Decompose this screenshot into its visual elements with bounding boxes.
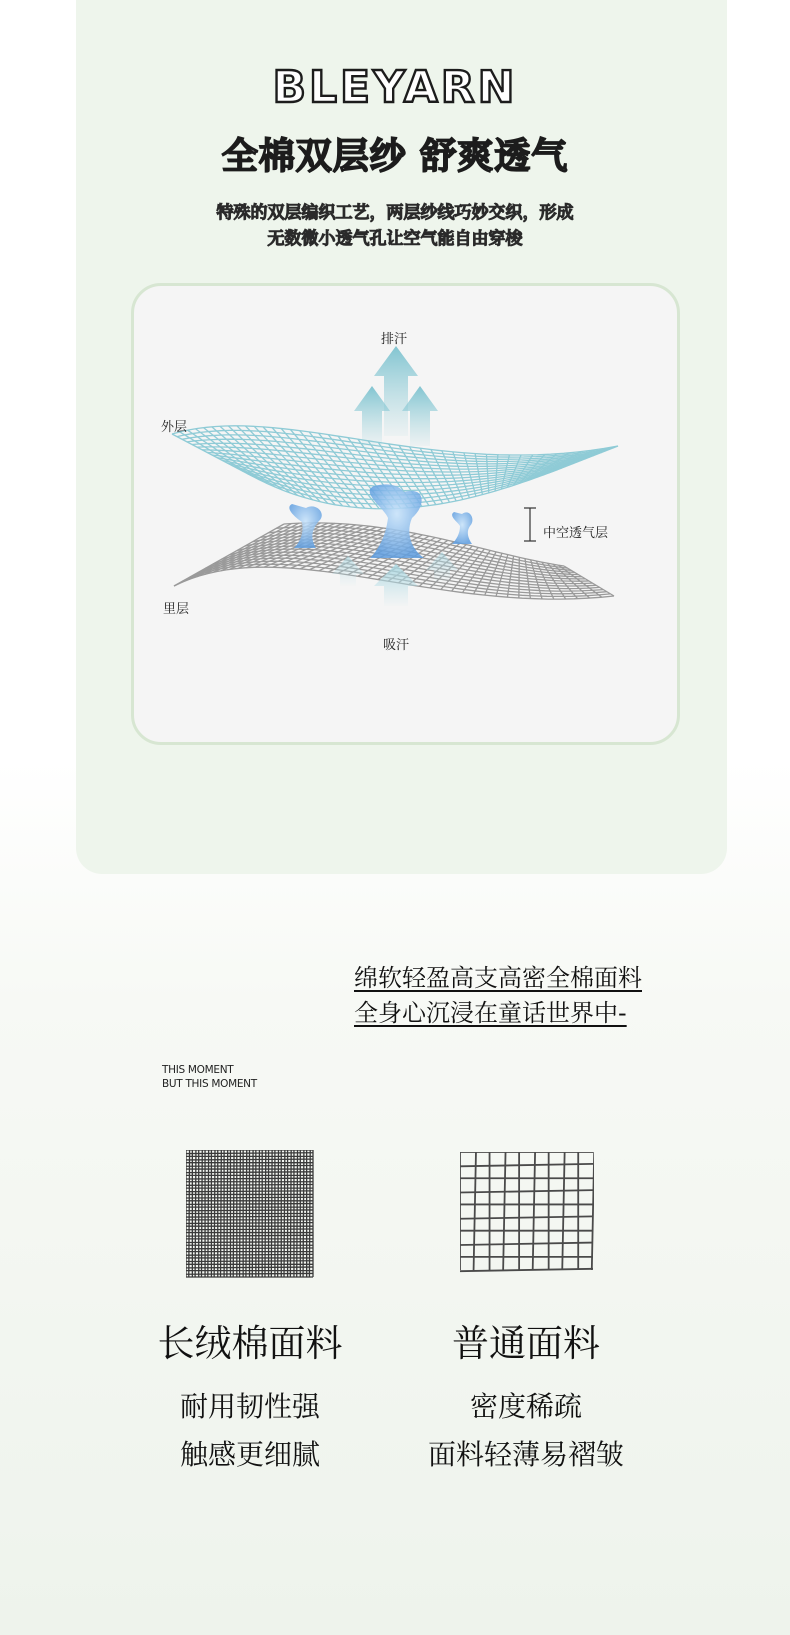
double-layer-diagram	[131, 283, 680, 745]
moment-caption-2: BUT THIS MOMENT	[162, 1078, 257, 1090]
description-line-1: 特殊的双层编织工艺，两层纱线巧妙交织，形成	[216, 203, 574, 223]
normal-fabric-feature-2: 面料轻薄易褶皱	[427, 1438, 624, 1471]
slogan-line-2: 全身心沉浸在童话世界中-	[354, 999, 627, 1027]
description-line-2: 无数微小透气孔让空气能自由穿梭	[267, 229, 523, 249]
label-outer-layer: 外层	[161, 420, 188, 435]
sweat-out-arrows-icon	[354, 346, 438, 446]
normal-fabric-feature-1: 密度稀疏	[469, 1390, 582, 1423]
label-hollow-layer: 中空透气层	[543, 526, 609, 541]
brand-title: BLEYARN	[272, 62, 518, 113]
dense-fabric-swatch	[186, 1150, 314, 1278]
label-inner-layer: 里层	[163, 602, 190, 617]
loose-fabric-swatch	[460, 1152, 594, 1276]
long-staple-title: 长绒棉面料	[157, 1322, 343, 1365]
label-sweat-in: 吸汗	[383, 638, 410, 653]
moment-caption-1: THIS MOMENT	[162, 1064, 234, 1076]
long-staple-feature-1: 耐用韧性强	[179, 1390, 320, 1423]
long-staple-feature-2: 触感更细腻	[179, 1438, 320, 1471]
slogan-line-1: 绵软轻盈高支高密全棉面料	[354, 964, 642, 992]
hollow-layer-bracket	[524, 508, 536, 541]
diagram-illustration	[134, 286, 680, 745]
label-sweat-out: 排汗	[381, 332, 408, 347]
headline: 全棉双层纱 舒爽透气	[221, 136, 569, 177]
normal-fabric-title: 普通面料	[452, 1322, 600, 1365]
